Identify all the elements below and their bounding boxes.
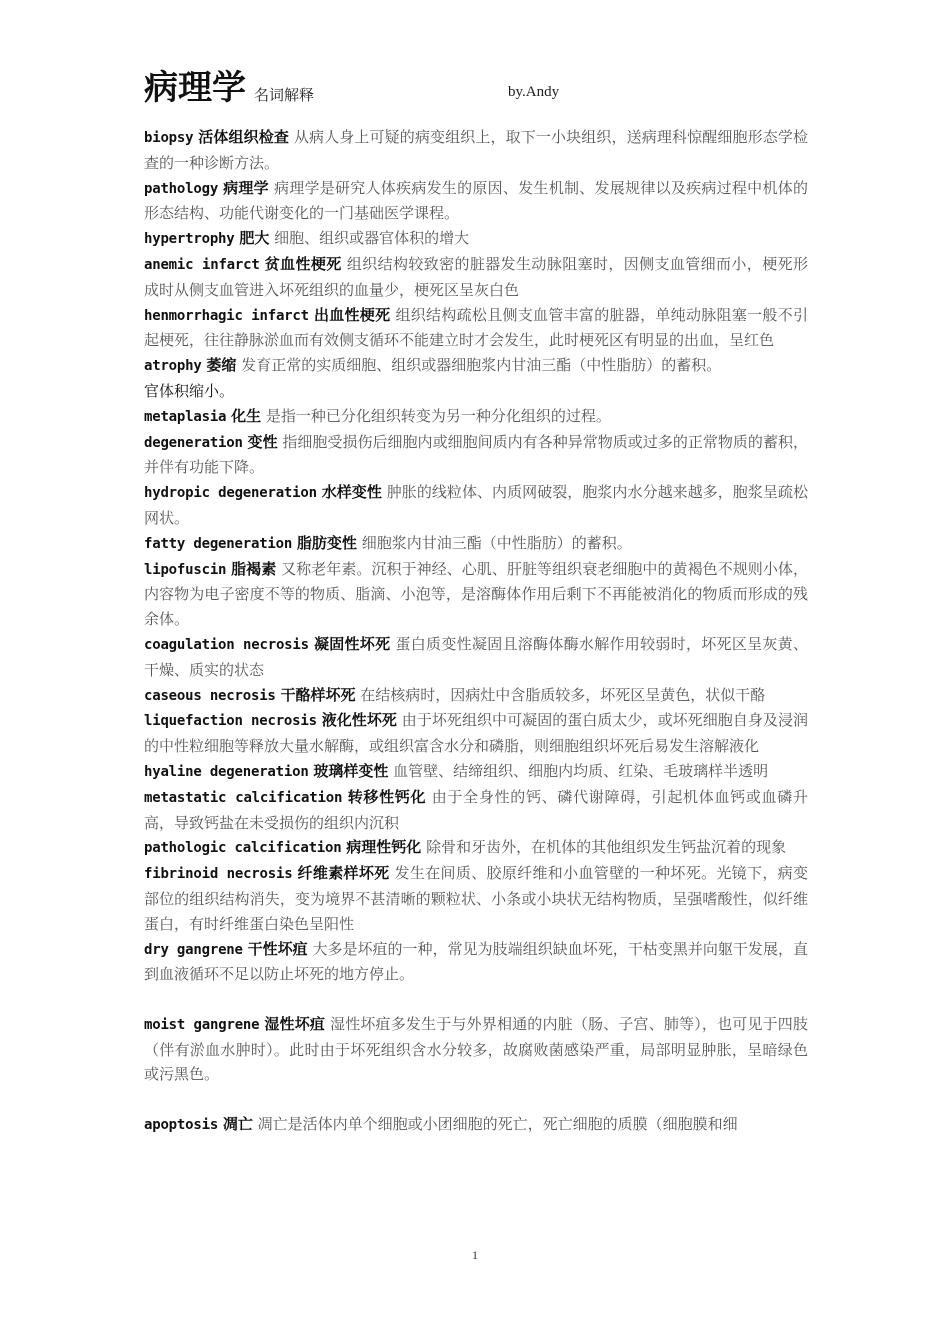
glossary-entry bbox=[144, 303, 808, 354]
term-definition: 湿性坏疽多发生于与外界相通的内脏（肠、子宫、肺等），也可见于四肢（伴有淤血水肿时）。此时由于坏死组织含水分较多，故腐败菌感染严重，局部明显肿胀，呈暗绿色或污黑色。 bbox=[144, 1014, 808, 1084]
term-english: fibrinoid necrosis bbox=[144, 866, 293, 883]
term-chinese: 脂褐素 bbox=[231, 559, 277, 578]
glossary-entry bbox=[144, 176, 808, 227]
term-definition: 由于坏死组织中可凝固的蛋白质太少，或坏死细胞自身及浸润的中性粒细胞等释放大量水解酶，或组织富含水分和磷脂，则细胞组织坏死后易发生溶解液化 bbox=[144, 711, 808, 756]
term-english: dry gangrene bbox=[144, 941, 243, 958]
term-chinese: 病理性钙化 bbox=[346, 838, 422, 857]
term-chinese: 干性坏疽 bbox=[247, 939, 308, 958]
term-english: caseous necrosis bbox=[144, 687, 276, 704]
term-english: moist gangrene bbox=[144, 1016, 260, 1033]
glossary-entry bbox=[144, 557, 808, 632]
term-definition-continued: 官体积缩小。 bbox=[144, 381, 235, 400]
term-chinese: 转移性钙化 bbox=[347, 787, 427, 806]
term-chinese: 萎缩 bbox=[206, 356, 237, 375]
glossary-entry bbox=[144, 937, 808, 988]
term-english: lipofuscin bbox=[144, 561, 227, 578]
glossary-entry bbox=[144, 404, 808, 430]
term-chinese: 肥大 bbox=[239, 229, 270, 248]
term-chinese: 脂肪变性 bbox=[296, 533, 357, 552]
term-chinese: 化生 bbox=[231, 406, 262, 425]
glossary-entry bbox=[144, 353, 808, 404]
glossary-entry bbox=[144, 759, 808, 785]
term-definition: 由于全身性的钙、磷代谢障碍，引起机体血钙或血磷升高，导致钙盐在未受损伤的组织内沉积 bbox=[144, 787, 808, 832]
page-number: 1 bbox=[472, 1248, 478, 1262]
term-definition: 组织结构疏松且侧支血管丰富的脏器，单纯动脉阻塞一般不引起梗死，往往静脉淤血而有效侧支循环不能建立时才会发生，此时梗死区有明显的出血，呈红色 bbox=[144, 305, 808, 350]
glossary-entry bbox=[144, 430, 808, 481]
glossary-entry bbox=[144, 531, 808, 557]
term-english: hydropic degeneration bbox=[144, 485, 317, 502]
term-english: henmorrhagic infarct bbox=[144, 307, 309, 324]
term-definition: 从病人身上可疑的病变组织上，取下一小块组织，送病理科惊醒细胞形态学检查的一种诊断方法。 bbox=[144, 128, 808, 172]
glossary-entry bbox=[144, 1012, 808, 1087]
term-english: hypertrophy bbox=[144, 231, 235, 248]
term-english: apoptosis bbox=[144, 1117, 219, 1134]
term-english: fatty degeneration bbox=[144, 535, 293, 552]
term-definition: 肿胀的线粒体、内质网破裂，胞浆内水分越来越多，胞浆呈疏松网状。 bbox=[144, 483, 808, 527]
glossary-entry bbox=[144, 226, 808, 252]
term-definition: 在结核病时，因病灶中含脂质较多，坏死区呈黄色，状似干酪 bbox=[360, 685, 766, 704]
term-definition: 是指一种已分化组织转变为另一种分化组织的过程。 bbox=[265, 406, 611, 425]
term-definition: 凋亡是活体内单个细胞或小团细胞的死亡，死亡细胞的质膜（细胞膜和细 bbox=[257, 1115, 738, 1134]
document-subtitle: 名词解释 bbox=[254, 86, 315, 104]
term-english: pathology bbox=[144, 180, 219, 197]
term-english: hyaline degeneration bbox=[144, 763, 309, 780]
term-english: degeneration bbox=[144, 434, 243, 451]
term-definition: 发育正常的实质细胞、组织或器细胞浆内甘油三酯（中性脂肪）的蓄积。 bbox=[241, 356, 722, 375]
term-chinese: 凋亡 bbox=[222, 1115, 253, 1134]
document-title: 病理学 bbox=[144, 68, 246, 108]
term-chinese: 活体组织检查 bbox=[198, 128, 290, 146]
term-english: atrophy bbox=[144, 358, 202, 375]
term-chinese: 凝固性坏死 bbox=[313, 634, 391, 653]
term-chinese: 变性 bbox=[247, 432, 278, 451]
term-english: pathologic calcification bbox=[144, 840, 342, 857]
term-chinese: 水样变性 bbox=[321, 483, 382, 502]
term-definition: 组织结构较致密的脏器发生动脉阻塞时，因侧支血管细而小，梗死形成时从侧支血管进入坏死组织的血量少，梗死区呈灰白色 bbox=[144, 254, 808, 299]
glossary-entry bbox=[144, 683, 808, 709]
glossary-entry bbox=[144, 480, 808, 531]
glossary-entry bbox=[144, 632, 808, 683]
term-definition: 血管壁、结缔组织、细胞内均质、红染、毛玻璃样半透明 bbox=[393, 761, 769, 780]
term-english: biopsy bbox=[144, 130, 194, 146]
term-english: liquefaction necrosis bbox=[144, 713, 317, 730]
glossary-entry bbox=[144, 1112, 808, 1138]
term-definition: 细胞、组织或器官体积的增大 bbox=[274, 229, 470, 248]
term-chinese: 纤维素样坏死 bbox=[297, 864, 390, 883]
glossary-entry bbox=[144, 125, 808, 176]
document-author: by.Andy bbox=[508, 84, 560, 100]
term-chinese: 液化性坏死 bbox=[321, 711, 397, 730]
term-definition: 指细胞受损伤后细胞内或细胞间质内有各种异常物质或过多的正常物质的蓄积，并伴有功能下降。 bbox=[144, 432, 808, 477]
term-english: metastatic calcification bbox=[144, 789, 343, 806]
term-definition: 细胞浆内甘油三酯（中性脂肪）的蓄积。 bbox=[361, 533, 632, 552]
term-definition: 发生在间质、胶原纤维和小血管壁的一种坏死。光镜下，病变部位的组织结构消失，变为境界不甚清晰的颗粒状、小条或小块状无结构物质，呈强嗜酸性，似纤维蛋白，有时纤维蛋白染色呈阳性 bbox=[144, 864, 808, 933]
glossary-list bbox=[144, 125, 808, 1138]
glossary-entry bbox=[144, 708, 808, 759]
term-english: metaplasia bbox=[144, 408, 227, 425]
term-definition: 蛋白质变性凝固且溶酶体酶水解作用较弱时，坏死区呈灰黄、干燥、质实的状态 bbox=[144, 634, 808, 679]
term-definition: 除骨和牙齿外，在机体的其他组织发生钙盐沉着的现象 bbox=[426, 838, 787, 857]
glossary-entry bbox=[144, 252, 808, 303]
term-chinese: 贫血性梗死 bbox=[264, 254, 342, 273]
glossary-entry bbox=[144, 835, 808, 861]
glossary-entry bbox=[144, 861, 808, 936]
term-chinese: 干酪样坏死 bbox=[280, 685, 356, 704]
term-chinese: 出血性梗死 bbox=[313, 305, 391, 324]
page-header bbox=[144, 66, 824, 114]
term-english: anemic infarct bbox=[144, 256, 260, 273]
term-definition: 病理学是研究人体疾病发生的原因、发生机制、发展规律以及疾病过程中机体的形态结构、功能代谢变化的一门基础医学课程。 bbox=[144, 178, 808, 223]
term-definition: 又称老年素。沉积于神经、心肌、肝脏等组织衰老细胞中的黄褐色不规则小体，内容物为电子密度不等的物质、脂滴、小泡等，是溶酶体作用后剩下不再能被消化的物质而形成的残余体。 bbox=[144, 559, 808, 629]
term-definition: 大多是坏疽的一种，常见为肢端组织缺血坏死，干枯变黑并向躯干发展，直到血液循环不足以防止坏死的地方停止。 bbox=[144, 939, 808, 984]
term-chinese: 病理学 bbox=[223, 178, 269, 197]
glossary-entry bbox=[144, 785, 808, 836]
term-chinese: 玻璃样变性 bbox=[313, 761, 389, 780]
term-chinese: 湿性坏疽 bbox=[264, 1014, 326, 1033]
term-english: coagulation necrosis bbox=[144, 636, 309, 653]
